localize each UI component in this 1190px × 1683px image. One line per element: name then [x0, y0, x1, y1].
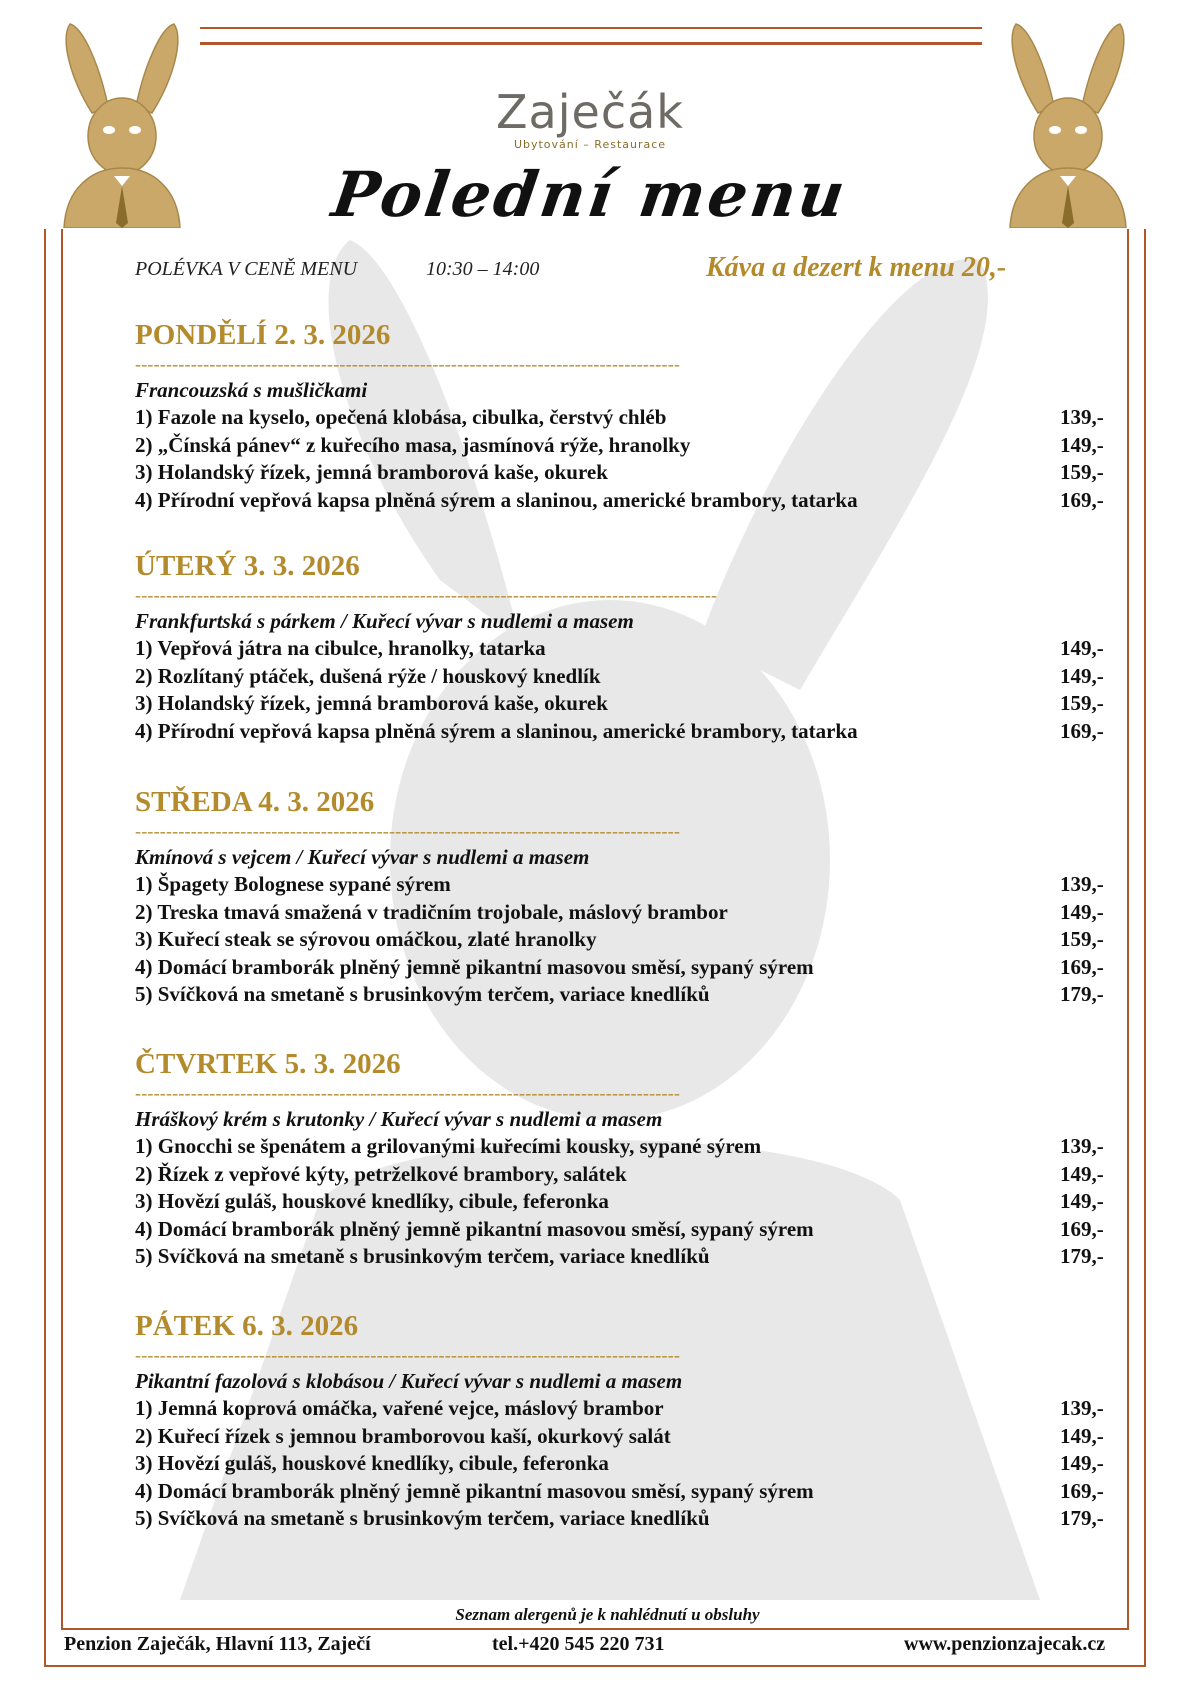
- dish-name: 1) Gnocchi se špenátem a grilovanými kuřecími kousky, sypané sýrem: [135, 1134, 762, 1158]
- dish-price: 149,-: [1060, 432, 1104, 457]
- dish-row: [135, 1505, 1115, 1533]
- dish-price: 139,-: [1060, 1396, 1104, 1420]
- frame-line-top: [200, 27, 982, 29]
- dish-row: [135, 1188, 1115, 1216]
- dish-price: 169,-: [1060, 718, 1104, 743]
- dish-name: 1) Fazole na kyselo, opečená klobása, cibulka, čerstvý chléb: [135, 405, 667, 429]
- dish-row: [135, 871, 1115, 899]
- dish-name: 2) „Čínská pánev“ z kuřecího masa, jasmínová rýže, hranolky: [135, 432, 691, 457]
- dish-row: [135, 459, 1115, 487]
- allergen-note: Seznam alergenů je k nahlédnutí u obsluhy: [455, 1605, 760, 1624]
- dish-price: 149,-: [1060, 636, 1104, 660]
- dashed-divider: ----------------------------------------------------------------------------------------: [135, 1345, 681, 1365]
- dish-name: 3) Hovězí guláš, houskové knedlíky, cibule, feferonka: [135, 1189, 609, 1213]
- frame-line-right: [1144, 229, 1146, 1666]
- dish-price: 159,-: [1060, 927, 1104, 951]
- frame-line-right-inner: [1127, 229, 1129, 1629]
- footer-website: www.penzionzajecak.cz: [904, 1633, 1106, 1655]
- dish-price: 179,-: [1060, 982, 1104, 1006]
- footer-phone: tel.+420 545 220 731: [492, 1633, 665, 1655]
- dish-row: [135, 1395, 1115, 1423]
- dish-price: 139,-: [1060, 1134, 1104, 1158]
- dish-row: [135, 635, 1115, 663]
- dish-name: 5) Svíčková na smetaně s brusinkovým terčem, variace knedlíků: [135, 1244, 710, 1268]
- dish-price: 149,-: [1060, 1189, 1104, 1213]
- soup-line: Kmínová s vejcem / Kuřecí vývar s nudlemi a masem: [135, 845, 590, 869]
- day-section: [135, 317, 1115, 514]
- rabbit-in-suit-logo-icon: [998, 18, 1138, 228]
- dish-name: 4) Domácí bramborák plněný jemně pikantní masovou směsí, sypaný sýrem: [135, 1478, 814, 1503]
- dish-price: 149,-: [1060, 1423, 1104, 1448]
- dish-price: 149,-: [1060, 663, 1104, 688]
- dish-price: 139,-: [1060, 405, 1104, 429]
- frame-line-top-bold: [200, 42, 982, 45]
- dish-name: 4) Přírodní vepřová kapsa plněná sýrem a slaninou, americké brambory, tatarka: [135, 718, 858, 743]
- soup-line: Frankfurtská s párkem / Kuřecí vývar s nudlemi a masem: [135, 609, 634, 633]
- brand-logo: [440, 85, 740, 151]
- dish-name: 4) Domácí bramborák plněný jemně pikantní masovou směsí, sypaný sýrem: [135, 1216, 814, 1241]
- dish-row: [135, 404, 1115, 432]
- day-section: [135, 548, 1115, 745]
- soup-note: POLÉVKA V CENĚ MENU: [135, 258, 358, 280]
- rabbit-in-suit-logo-icon: [52, 18, 192, 228]
- dashed-divider: ----------------------------------------------------------------------------------------: [135, 354, 681, 374]
- soup-line: Pikantní fazolová s klobásou / Kuřecí vývar s nudlemi a masem: [135, 1369, 683, 1393]
- dashed-divider: ----------------------------------------------------------------------------------------: [135, 821, 681, 841]
- dish-price: 159,-: [1060, 460, 1104, 484]
- frame-line-left: [44, 229, 46, 1666]
- day-section: [135, 1046, 1115, 1271]
- dish-name: 5) Svíčková na smetaně s brusinkovým terčem, variace knedlíků: [135, 1506, 710, 1530]
- dish-name: 2) Řízek z vepřové kýty, petrželkové brambory, salátek: [135, 1161, 627, 1186]
- dish-row: [135, 981, 1115, 1009]
- soup-line: Hráškový krém s krutonky / Kuřecí vývar s nudlemi a masem: [135, 1107, 663, 1131]
- dish-row: [135, 487, 1115, 515]
- day-section: [135, 784, 1115, 1009]
- dish-row: [135, 1216, 1115, 1244]
- dish-name: 2) Kuřecí řízek s jemnou bramborovou kaší, okurkový salát: [135, 1423, 671, 1448]
- dish-price: 149,-: [1060, 899, 1104, 924]
- dish-price: 179,-: [1060, 1244, 1104, 1268]
- dish-name: 3) Hovězí guláš, houskové knedlíky, cibule, feferonka: [135, 1451, 609, 1475]
- dashed-divider: ----------------------------------------------------------------------------------------: [135, 1083, 681, 1103]
- dish-price: 159,-: [1060, 691, 1104, 715]
- dish-price: 169,-: [1060, 1216, 1104, 1241]
- dish-price: 169,-: [1060, 1478, 1104, 1503]
- dish-name: 4) Přírodní vepřová kapsa plněná sýrem a slaninou, americké brambory, tatarka: [135, 487, 858, 512]
- dish-price: 149,-: [1060, 1451, 1104, 1475]
- day-title: ÚTERÝ 3. 3. 2026: [135, 550, 360, 582]
- dish-price: 139,-: [1060, 872, 1104, 896]
- day-title: PÁTEK 6. 3. 2026: [135, 1310, 359, 1342]
- day-title: STŘEDA 4. 3. 2026: [135, 786, 375, 818]
- dish-row: [135, 432, 1115, 460]
- dish-name: 2) Treska tmavá smažená v tradičním trojobale, máslový brambor: [135, 899, 728, 924]
- brand-subtitle: Ubytování – Restaurace: [513, 138, 667, 151]
- soup-line: Francouzská s mušličkami: [135, 378, 368, 402]
- frame-line-bottom: [44, 1665, 1146, 1667]
- dish-row: [135, 718, 1115, 746]
- day-title: PONDĚLÍ 2. 3. 2026: [135, 319, 391, 351]
- frame-line-left-inner: [61, 229, 63, 1629]
- dish-name: 3) Kuřecí steak se sýrovou omáčkou, zlaté hranolky: [135, 927, 597, 951]
- day-section: [135, 1308, 1115, 1533]
- dish-row: [135, 1133, 1115, 1161]
- dish-name: 1) Špagety Bolognese sypané sýrem: [135, 872, 451, 896]
- dish-row: [135, 1478, 1115, 1506]
- coffee-offer: Káva a dezert k menu 20,-: [706, 252, 1007, 283]
- dish-row: [135, 1423, 1115, 1451]
- dish-name: 3) Holandský řízek, jemná bramborová kaše, okurek: [135, 691, 608, 715]
- dish-row: [135, 899, 1115, 927]
- dish-row: [135, 1243, 1115, 1271]
- footer-address: Penzion Zaječák, Hlavní 113, Zaječí: [64, 1633, 371, 1655]
- page-title: Polední menu: [327, 158, 853, 231]
- frame-line-bottom-inner: [61, 1628, 1129, 1630]
- dish-name: 3) Holandský řízek, jemná bramborová kaše, okurek: [135, 460, 608, 484]
- dish-name: 4) Domácí bramborák plněný jemně pikantní masovou směsí, sypaný sýrem: [135, 954, 814, 979]
- day-title: ČTVRTEK 5. 3. 2026: [135, 1048, 401, 1080]
- dish-row: [135, 690, 1115, 718]
- dish-name: 1) Jemná koprová omáčka, vařené vejce, máslový brambor: [135, 1396, 664, 1420]
- dish-name: 1) Vepřová játra na cibulce, hranolky, tatarka: [135, 636, 546, 660]
- dish-row: [135, 1161, 1115, 1189]
- dish-row: [135, 663, 1115, 691]
- dish-row: [135, 1450, 1115, 1478]
- dish-price: 149,-: [1060, 1161, 1104, 1186]
- dish-name: 5) Svíčková na smetaně s brusinkovým terčem, variace knedlíků: [135, 982, 710, 1006]
- dish-row: [135, 954, 1115, 982]
- dish-row: [135, 926, 1115, 954]
- dish-price: 169,-: [1060, 487, 1104, 512]
- dish-price: 179,-: [1060, 1506, 1104, 1530]
- dish-name: 2) Rozlítaný ptáček, dušená rýže / houskový knedlík: [135, 663, 601, 688]
- dish-price: 169,-: [1060, 954, 1104, 979]
- brand-name: Zaječák: [496, 85, 684, 139]
- dashed-divider: ----------------------------------------------------------------------------------------------: [135, 585, 718, 605]
- serving-time: 10:30 – 14:00: [426, 258, 540, 280]
